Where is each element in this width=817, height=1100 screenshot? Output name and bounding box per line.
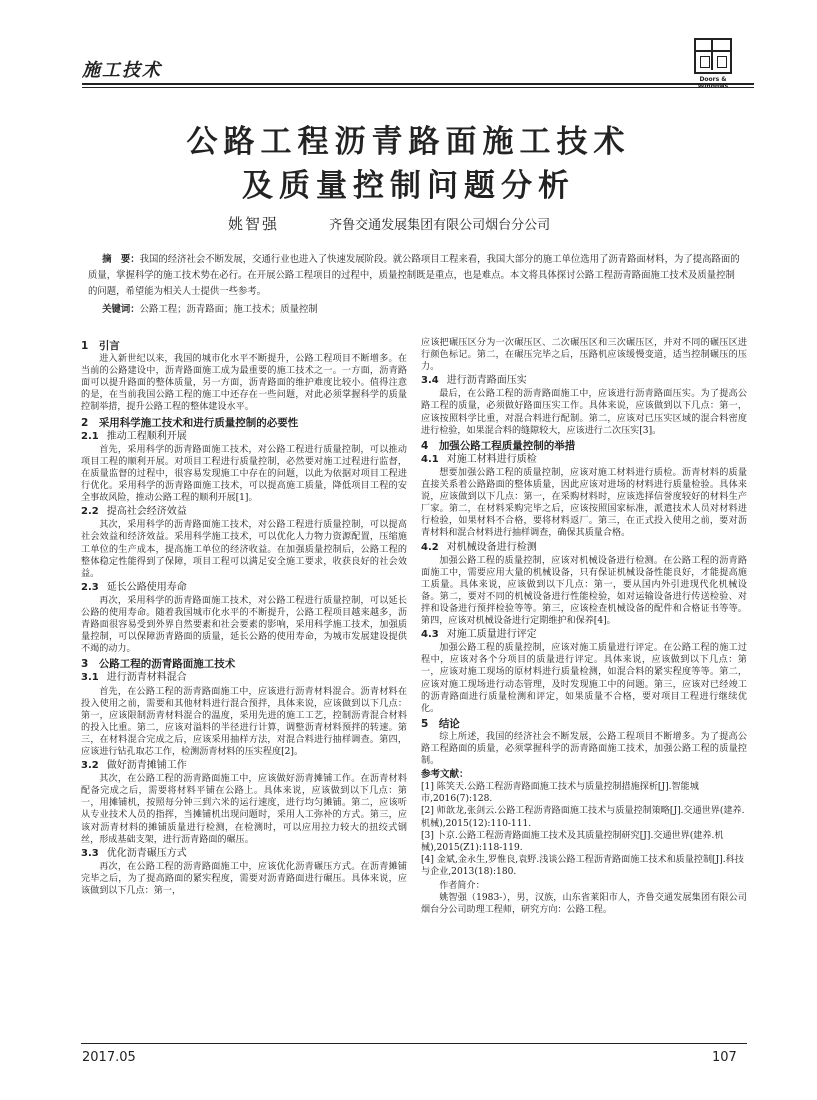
author-bio: 姚智强（1983-），男，汉族，山东省莱阳市人，齐鲁交通发展集团有限公司烟台分公司助理工程师，研究方向：公路工程。 <box>421 893 747 916</box>
section-heading: 5 结论 <box>421 717 460 730</box>
subsection-heading: 3.3 优化沥青碾压方式 <box>81 847 187 859</box>
issue-date: 2017.05 <box>82 1050 136 1065</box>
paragraph: 想要加强公路工程的质量控制，应该对施工材料进行质检。沥青材料的质量直接关系着公路路面的整体质量，因此应该对进场的材料进行质量检验。具体来说，应该做到以下几点：第一，在采购材料时，应该选择信誉度较好的材料生产厂家。第二，在材料采购完毕之后，应该按照国家标准，派遣技术人员对材料进行检验，如果材料不合格，要将材料返厂。第三，在正式投入使用之前，要对沥青材料和混合材料进行抽样调查，确保其质量合格。 <box>421 467 747 539</box>
paragraph: 最后，在公路工程的沥青路面施工中，应该进行沥青路面压实。为了提高公路工程的质量，必须做好路面压实工作。具体来说，应该做到以下几点：第一，应该按照料学比重，对混合料进行配制。第二，应该对已压实区域的混合料密度进行检验，如果混合料的缝隙较大，应该进行二次压实[3]。 <box>421 389 747 436</box>
abstract <box>88 252 740 318</box>
subsection-heading: 2.3 延长公路使用寿命 <box>81 581 187 593</box>
footer-rule <box>81 1043 747 1044</box>
subsection-heading: 3.4 进行沥青路面压实 <box>421 375 527 387</box>
keywords-text: 公路工程；沥青路面；施工技术；质量控制 <box>139 304 318 315</box>
article-title-line1: 公路工程沥青路面施工技术 <box>186 124 631 160</box>
left-column <box>81 337 407 897</box>
paragraph: 进入新世纪以来，我国的城市化水平不断提升，公路工程项目不断增多。在当前的公路建设中，沥青路面施工成为最重要的施工技术之一。一方面，沥青路面可以提升路面的整体质量，另一方面，沥青路面的维护难度比较小。值得注意的是，在当前我国公路工程的施工中还存在一些问题，对此必须掌握科学的质量控制举措，提升公路工程的整体建设水平。 <box>81 354 407 413</box>
keywords-label: 关键词： <box>102 304 140 315</box>
page-number: 107 <box>712 1050 737 1065</box>
article-title-line2: 及质量控制问题分析 <box>242 168 575 204</box>
author-bio-label: 作者简介： <box>439 881 485 892</box>
paragraph: 其次，采用科学的沥青路面施工技术，对公路工程进行质量控制，可以提高社会效益和经济效益。采用科学施工技术，可以优化人力物力资源配置，压缩施工单位的生产成本，提高施工单位的经济收益。在加强质量控制后，公路工程的整体稳定性能得到了保障，项目工程可以满足安全施工要求，收获良好的社会效益。 <box>81 520 407 579</box>
subsection-heading: 4.3 对施工质量进行评定 <box>421 629 537 641</box>
paragraph-continued: 应该把碾压区分为一次碾压区、二次碾压区和三次碾压区，并对不同的碾压区进行颜色标记。第二，在碾压完毕之后，压路机应该缓慢变道，适当控制碾压的压力。 <box>421 338 747 373</box>
subsection-heading: 2.2 提高社会经济效益 <box>81 506 187 518</box>
author-affiliation: 齐鲁交通发展集团有限公司烟台分公司 <box>329 218 551 233</box>
logo-caption: Doors & Windows <box>697 76 729 90</box>
journal-logo <box>688 38 738 90</box>
reference-item: [2] 师歆龙,张剑云.公路工程沥青路面施工技术与质量控制策略[J].交通世界(建养.机械),2015(12):110-111. <box>421 806 745 829</box>
header-rule-thin <box>82 87 754 88</box>
paragraph: 首先，采用科学的沥青路面施工技术，对公路工程进行质量控制，可以推动项目工程的顺利开展。对项目工程进行质量控制，必然要对施工过程进行监督，在质量监督的过程中，很容易发现施工中存在的问题，以此为依据对项目工程进行优化。采用科学的沥青路面施工技术，可以提高施工质量，降低项目工程的安全事故风险，推动公路工程的顺利开展[1]。 <box>81 444 407 504</box>
paragraph: 再次，采用科学的沥青路面施工技术，对公路工程进行质量控制，可以延长公路的使用寿命。随着我国城市化水平的不断提升，公路工程项目越来越多，沥青路面很容易受到外界自然要素和社会要素的影响，采用科学施工技术，加强质量控制，可以保障沥青路面的质量，延长公路的使用寿命，为城市发展建设提供不竭的动力。 <box>81 595 407 655</box>
paragraph: 加强公路工程的质量控制，应该对施工质量进行评定。在公路工程的施工过程中，应该对各个分项目的质量进行评定。具体来说，应该做到以下几点：第一，应该对施工现场的原材料进行质量检测，如混合料的紧实程度等等。第二，应该对施工现场进行动态管理，及时发现施工中的问题。第三，应该对已经竣工的沥青路面进行质量检测和评定，如果质量不合格，要对项目工程进行继续优化。 <box>421 643 747 714</box>
reference-item: [4] 金斌,金永生,罗惟良,袁野.浅谈公路工程沥青路面施工技术和质量控制[J].科技与企业,2013(18):180. <box>421 854 744 877</box>
paragraph: 其次，在公路工程的沥青路面施工中，应该做好沥青摊铺工作。在沥青材料配备完成之后，需要将材料平铺在公路上。具体来说，应该做到以下几点：第一，用摊铺机，按照每分钟三到六米的运行速度，进行均匀摊铺。第二，应该听从专业技术人员的指挥，当摊铺机出现问题时，采用人工弥补的方式。第三，应该对沥青材料的摊铺质量进行检测，在检测时，可以应用拉力较大的扭绞式钢丝，形成基础支架，进行沥青路面的碾压。 <box>81 774 407 845</box>
abstract-text: 我国的经济社会不断发展，交通行业也进入了快速发展阶段。就公路项目工程来看，我国大部分的施工单位选用了沥青路面材料，为了提高路面的质量，掌握科学的施工技术势在必行。在开展公路工程项目的过程中，质量控制既是重点，也是难点。本文将具体探讨公路工程沥青路面施工技术及质量控制的问题，希望能为相关人士提供一些参考。 <box>88 254 740 297</box>
paragraph: 加强公路工程的质量控制，应该对机械设备进行检测。在公路工程的沥青路面施工中，需要应用大量的机械设备，只有保证机械设备性能良好，才能提高施工质量。具体来说，应该做到以下几点：第一，要从国内外引进现代化机械设备。第二，要对不同的机械设备进行性能检验，如对运输设备进行传送检验、对拌和设备进行预拌检验等等。第三，应该检查机械设备的配件和合格证书等等。第四，应该对机械设备进行定期维护和保养[4]。 <box>421 555 747 627</box>
subsection-heading: 4.1 对施工材料进行质检 <box>421 453 537 465</box>
section-heading: 3 公路工程的沥青路面施工技术 <box>81 658 236 671</box>
header-rule <box>82 83 754 85</box>
author-name: 姚智强 <box>228 215 280 233</box>
paragraph: 综上所述，我国的经济社会不断发展，公路工程项目不断增多。为了提高公路工程路面的质量，必须掌握科学的沥青路面施工技术，加强公路工程的质量控制。 <box>421 731 747 767</box>
section-heading: 4 加强公路工程质量控制的举措 <box>421 439 576 452</box>
paragraph: 首先，在公路工程的沥青路面施工中，应该进行沥青材料混合。沥青材料在投入使用之前，需要和其他材料进行混合预拌，具体来说，应该做到以下几点：第一，应该限制沥青材料混合的温度，采用先进的施工工艺，控制沥青混合材料的投入比重。第二，应该对溢料的半径进行计算，调整沥青材料预拌的转速。第三，在材料混合完成之后，应该采用抽样方法，对混合料进行抽样调查。第四，应该进行钻孔取芯工作，检测沥青材料的压实程度[2]。 <box>81 686 407 757</box>
references-heading: 参考文献： <box>421 769 469 781</box>
running-header <box>82 50 744 80</box>
subsection-heading: 3.1 进行沥青材料混合 <box>81 672 187 684</box>
byline <box>228 213 550 234</box>
reference-item: [1] 陈笑天.公路工程沥青路面施工技术与质量控制措施探析[J].智能城市,2016(7):128. <box>421 782 699 805</box>
abstract-body <box>88 252 740 300</box>
door-window-icon <box>694 38 732 74</box>
section-heading: 1 引言 <box>81 340 120 352</box>
reference-item: [3] 卜京.公路工程沥青路面施工技术及其质量控制研究[J].交通世界(建养.机械),2015(Z1):118-119. <box>421 830 724 853</box>
subsection-heading: 2.1 推动工程顺利开展 <box>81 430 187 442</box>
keywords <box>88 302 740 318</box>
column-tag: 施工技术 <box>82 60 162 81</box>
abstract-label: 摘 要： <box>102 254 140 265</box>
subsection-heading: 4.2 对机械设备进行检测 <box>421 541 537 553</box>
paragraph: 再次，在公路工程的沥青路面施工中，应该优化沥青碾压方式。在沥青摊铺完毕之后，为了提高路面的紧实程度，需要对沥青路面进行碾压。具体来说，应该做到以下几点：第一， <box>81 861 407 897</box>
right-column <box>421 337 747 916</box>
section-heading: 2 采用科学施工技术和进行质量控制的必要性 <box>81 416 299 429</box>
subsection-heading: 3.2 做好沥青摊铺工作 <box>81 760 187 772</box>
